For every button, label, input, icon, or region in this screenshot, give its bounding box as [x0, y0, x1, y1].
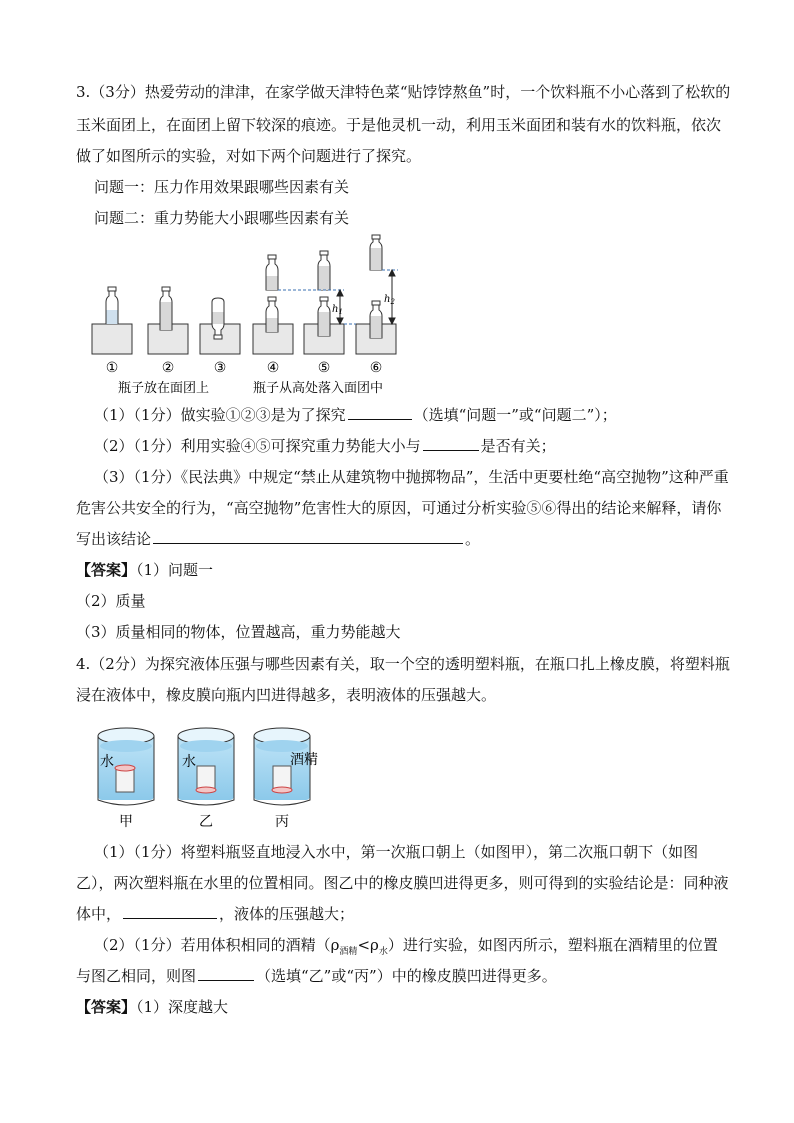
- liquid-label-bing: 酒精: [290, 752, 318, 768]
- caption-yi: 乙: [199, 814, 213, 830]
- fig-label-5: ⑤: [317, 360, 331, 376]
- q3-stem-line-1: 3.（3分）热爱劳动的津津，在家学做天津特色菜“贴饽饽熬鱼”时，一个饮料瓶不小心落到了松软的: [76, 83, 731, 101]
- fig-label-4: ④: [266, 360, 280, 376]
- q3-sub2: （2）（1分）利用实验④⑤可探究重力势能大小与 是否有关；: [94, 437, 556, 455]
- q3-answer-2: （2）质量: [76, 592, 146, 610]
- q4-sub2-line-2: 与图乙相同，则图 （选填“乙”或“丙”）中的橡皮膜凹进得更多。: [76, 967, 557, 985]
- dough-block-1: [92, 324, 132, 354]
- bottle-2-cap: [162, 287, 170, 291]
- fig-label-6: ⑥: [369, 360, 383, 376]
- q3-answer-3: （3）质量相同的物体，位置越高，重力势能越大: [76, 623, 401, 641]
- answer-blank[interactable]: [423, 436, 479, 451]
- answer-blank[interactable]: [153, 529, 463, 544]
- bottle-1-cap: [108, 287, 116, 291]
- fig-label-3: ③: [213, 360, 227, 376]
- q4-stem-line-2: 浸在液体中，橡皮膜向瓶内凹进得越多，表明液体的压强越大。: [76, 686, 497, 704]
- caption-bing: 丙: [275, 814, 289, 830]
- q4-answer-1: 【答案】（1）深度越大: [76, 998, 229, 1016]
- fig-label-1: ①: [105, 360, 119, 376]
- fig-caption-left: 瓶子放在面团上: [118, 381, 210, 396]
- q3-sub3-line-1: （3）（1分）《民法典》中规定“禁止从建筑物中抛掷物品”，生活中更要杜绝“高空抛物”这种严重: [94, 468, 729, 486]
- liquid-label-yi: 水: [182, 754, 196, 770]
- q4-figure: [94, 722, 364, 832]
- h1-label: $h_1$: [332, 304, 343, 316]
- answer-blank[interactable]: [198, 966, 254, 981]
- q3-stem-line-3: 做了如图所示的实验，对如下两个问题进行了探究。: [76, 147, 422, 165]
- fig-label-2: ②: [161, 360, 175, 376]
- q3-sub3-line-2: 危害公共安全的行为，“高空抛物”危害性大的原因，可通过分析实验⑤⑥得出的结论来解释，请你: [76, 499, 722, 517]
- q4-sub1-line-1: （1）（1分）将塑料瓶竖直地浸入水中，第一次瓶口朝上（如图甲），第二次瓶口朝下（如图: [94, 843, 699, 861]
- q3-sub3-line-3: 写出该结论 。: [76, 530, 481, 548]
- q4-sub2-line-1: （2）（1分）若用体积相同的酒精$(\rho_{酒精}<\rho_水)$进行实验，如图丙所示，塑料瓶在酒精里的位置: [94, 936, 718, 957]
- answer-blank[interactable]: [348, 405, 412, 420]
- q3-figure: [88, 232, 408, 400]
- caption-jia: 甲: [119, 814, 133, 830]
- q4-sub1-line-3: 体中， ，液体的压强越大；: [76, 905, 355, 923]
- q3-answer-1: 【答案】（1）问题一: [76, 561, 214, 579]
- q3-sub1: （1）（1分）做实验①②③是为了探究 （选填“问题一”或“问题二”）；: [94, 406, 617, 424]
- q4-stem-line-1: 4.（2分）为探究液体压强与哪些因素有关，取一个空的透明塑料瓶，在瓶口扎上橡皮膜，将塑料瓶: [76, 655, 730, 673]
- q4-sub1-line-2: 乙），两次塑料瓶在水里的位置相同。图乙中的橡皮膜凹进得更多，则可得到的实验结论是：同种液: [76, 874, 729, 892]
- h2-label: $h_2$: [384, 294, 395, 306]
- bottle-3-cap: [214, 335, 222, 339]
- liquid-label-jia: 水: [100, 754, 114, 770]
- answer-blank[interactable]: [123, 904, 217, 919]
- q3-issue-2: 问题二：重力势能大小跟哪些因素有关: [94, 209, 350, 227]
- fig-caption-right: 瓶子从高处落入面团中: [253, 381, 384, 396]
- q3-issue-1: 问题一：压力作用效果跟哪些因素有关: [94, 178, 350, 196]
- q3-stem-line-2: 玉米面团上，在面团上留下较深的痕迹。于是他灵机一动，利用玉米面团和装有水的饮料瓶，依次: [76, 116, 722, 134]
